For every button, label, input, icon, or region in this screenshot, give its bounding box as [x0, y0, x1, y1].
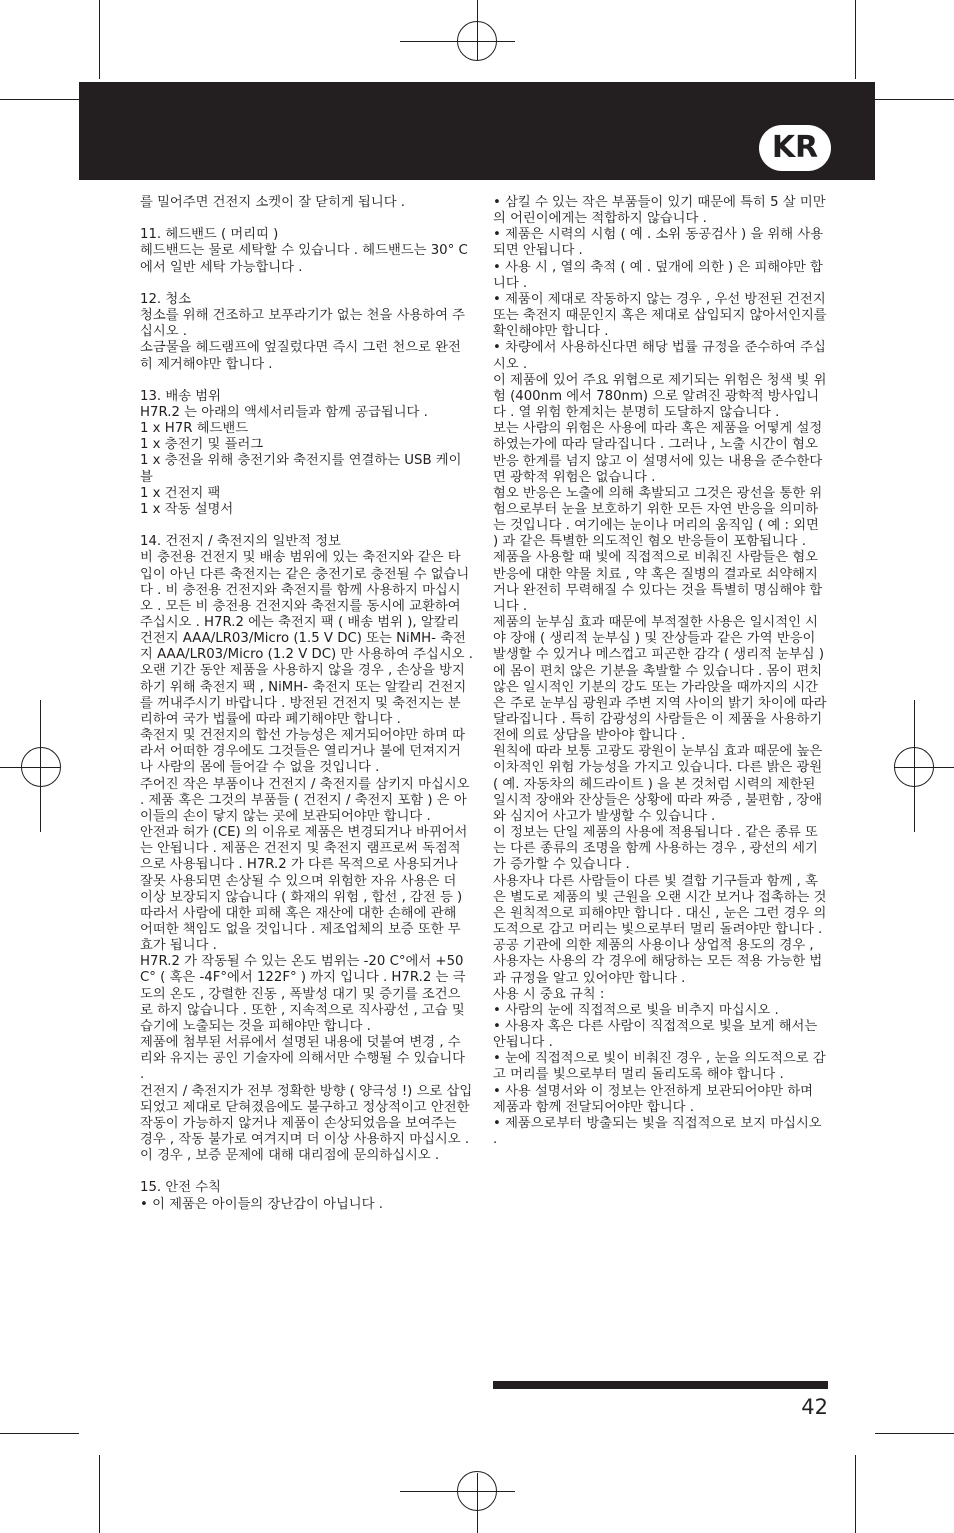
paragraph: 주어진 작은 부품이나 건전지 / 축전지를 삼키지 마십시오 . 제품 혹은 그것의 부품들 ( 건전지 / 축전지 포함 ) 은 아이들의 손이 닿지 않는 곳에 보관되어야만 합니다 . [140, 776, 470, 824]
footer-bar [493, 1381, 828, 1389]
paragraph: • 이 제품은 아이들의 장난감이 아닙니다 . [140, 1196, 383, 1212]
page-number: 42 [801, 1395, 828, 1419]
crop-mark-top-left-v [99, 0, 100, 79]
paragraph: H7R.2 가 작동될 수 있는 온도 범위는 -20 C°에서 +50 C° ( 혹은 -4F°에서 122F° ) 까지 입니다 . H7R.2 는 극도의 온도 , 강렬한 진동 , 폭발성 대기 및 증기를 조건으로 하지 않습니다 . 또한 , 지속적으로 직사광선 , 고습 및 습기에 노출되는 것을 피해야만 합니다 . [140, 954, 466, 1034]
paragraph: • 눈에 직접적으로 빛이 비춰진 경우 , 눈을 의도적으로 감고 머리를 빛으로부터 멀리 돌리도록 해야 합니다 . [493, 1051, 826, 1083]
crop-mark-top-right-v [855, 0, 856, 79]
left-text-column [140, 195, 473, 1213]
paragraph [140, 276, 473, 292]
crop-mark-top-right-h [875, 99, 954, 100]
paragraph: 제품의 눈부심 효과 때문에 부적절한 사용은 일시적인 시야 장애 ( 생리적 눈부심 ) 및 잔상들과 같은 가역 반응이 발생할 수 있거나 메스껍고 피곤한 감각 ( 생리적 눈부심 ) 에 몸이 편치 않은 기분을 촉발할 수 있습니다 . 몸이 편치 않은 일시적인 기분의 강도 또는 가라앉을 때까지의 시간은 주로 눈부심 광원과 주변 지역 사이의 밝기 차이에 따라 달라집니다 . 특히 감광성의 사람들은 이 제품을 사용하기 전에 의료 상담을 받아야 합니다 . [493, 615, 827, 744]
paragraph: 11. 헤드밴드 ( 머리띠 ) [140, 227, 279, 243]
crop-mark-top-left-h [0, 99, 79, 100]
paragraph: 1 x H7R 헤드밴드 [140, 421, 249, 437]
paragraph: 13. 배송 범위 [140, 388, 221, 404]
paragraph: 안전과 허가 (CE) 의 이유로 제품은 변경되거나 바뀌어서는 안됩니다 . 제품은 건전지 및 축전지 램프로써 독점적으로 사용됩니다 . H7R.2 가 다른 목적으로 사용되거나 잘못 사용되면 손상될 수 있으며 위험한 자유 사용은 더 이상 보장되지 않습니다 ( 화재의 위험 , 합선 , 감전 등 ) 따라서 사람에 대한 피해 혹은 재산에 대한 손해에 관해 어떠한 책임도 없을 것입니다 . 제조업체의 보증 또한 무효가 됩니다 . [140, 825, 468, 954]
paragraph [140, 1164, 473, 1180]
paragraph: • 제품은 시력의 시험 ( 예 . 소위 동공검사 ) 을 위해 사용되면 안됩니다 . [493, 227, 824, 259]
paragraph: 헤드밴드는 물로 세탁할 수 있습니다 . 헤드밴드는 30° C 에서 일반 세탁 가능합니다 . [140, 243, 468, 275]
paragraph: 건전지 / 축전지가 전부 정확한 방향 ( 양극성 !) 으로 삽입되었고 제대로 닫혀졌음에도 불구하고 정상적이고 안전한 작동이 가능하지 않거나 제품이 손상되었음을 보여주는 경우 , 작동 불가로 여겨지며 더 이상 사용하지 마십시오 . 이 경우 , 보증 문제에 대해 대리점에 문의하십시오 . [140, 1083, 473, 1164]
paragraph [140, 518, 473, 534]
paragraph: H7R.2 는 아래의 액세서리들과 함께 공급됩니다 . [140, 404, 428, 420]
paragraph: 제품에 첨부된 서류에서 설명된 내용에 덧붙여 변경 , 수리와 유지는 공인 기술자에 의해서만 수행될 수 있습니다 . [140, 1035, 466, 1083]
paragraph: 비 충전용 건전지 및 배송 범위에 있는 축전지와 같은 타입이 아닌 다른 축전지는 같은 충전기로 충전될 수 없습니다 . 비 충전용 건전지와 축전지를 함께 사용하지 마십시오 . 모든 비 충전용 건전지와 축전지를 동시에 교환하여 주십시오 . H7R.2 에는 축전지 팩 ( 배송 범위 ), 알칼리 건전지 AAA/LR03/Micro (1.5 V DC) 또는 NiMH- 축전지 AAA/LR03/Micro (1.2 V DC) 만 사용하여 주십시오 . [140, 550, 473, 663]
paragraph: 이 정보는 단일 제품의 사용에 적용됩니다 . 같은 종류 또는 다른 종류의 조명을 함께 사용하는 경우 , 광선의 세기가 증가할 수 있습니다 . [493, 825, 818, 873]
paragraph: 사용자나 다른 사람들이 다른 빛 결합 기구들과 함께 , 혹은 별도로 제품의 빛 근원을 오랜 시간 보거나 접촉하는 것은 원칙적으로 피해야만 합니다 . 대신 , 눈은 그런 경우 의도적으로 감고 머리는 빛으로부터 멀리 돌려야만 합니다 . [493, 873, 827, 938]
paragraph: 1 x 건전지 팩 [140, 485, 221, 501]
paragraph: • 차량에서 사용하신다면 해당 법률 규정을 준수하여 주십시오 . [493, 340, 826, 372]
paragraph: 12. 청소 [140, 291, 192, 307]
paragraph [140, 211, 473, 227]
paragraph: 이 제품에 있어 주요 위협으로 제기되는 위험은 청색 빛 위험 (400nm 에서 780nm) 으로 알려진 광학적 방사입니다 . 열 위험 한계치는 분명히 도달하지 않습니다 . [493, 372, 827, 421]
paragraph [140, 373, 473, 389]
paragraph: • 제품으로부터 방출되는 빛을 직접적으로 보지 마십시오 . [493, 1115, 822, 1148]
paragraph: • 사용자 혹은 다른 사람이 직접적으로 빛을 보게 해서는 안됩니다 . [493, 1018, 818, 1051]
paragraph: 1 x 작동 설명서 [140, 501, 234, 517]
paragraph: 오랜 기간 동안 제품을 사용하지 않을 경우 , 손상을 방지하기 위해 축전지 팩 , NiMH- 축전지 또는 알칼리 건전지를 꺼내주시기 바랍니다 . 방전된 건전지 및 축전지는 분리하여 국가 법률에 따라 폐기해야만 합니다 . [140, 663, 467, 727]
paragraph: 를 밀어주면 건전지 소켓이 잘 닫히게 됩니다 . [140, 195, 406, 210]
paragraph: 원칙에 따라 보통 고광도 광원이 눈부심 효과 때문에 높은 이차적인 위험 가능성을 가지고 있습니다. 다른 밝은 광원 ( 예. 자동차의 헤드라이트 ) 을 본 것처럼 시력의 제한된 일시적 장애와 잔상들은 상황에 따라 짜증 , 불편함 , 장애와 심지어 사고가 발생할 수 있습니다 . [493, 744, 823, 824]
crop-mark-bottom-left-h [0, 1433, 79, 1434]
paragraph: 소금물을 헤드램프에 엎질렀다면 즉시 그런 천으로 완전히 제거해야만 합니다 . [140, 340, 461, 372]
header-band [79, 82, 875, 180]
paragraph: 1 x 충전기 및 플러그 [140, 437, 264, 453]
paragraph: 혐오 반응은 노출에 의해 촉발되고 그것은 광선을 통한 위험으로부터 눈을 보호하기 위한 모든 자연 반응을 의미하는 것입니다 . 여기에는 눈이나 머리의 움직임 ( 예 : 외면 ) 과 같은 특별한 의도적인 혐오 반응들이 포함됩니다 . [493, 485, 823, 550]
paragraph: • 사용 시 , 열의 축적 ( 예 . 덮개에 의한 ) 은 피해야만 합니다 . [493, 259, 823, 291]
paragraph: 사용 시 중요 규칙 : [493, 986, 605, 1002]
paragraph: • 사용 설명서와 이 정보는 안전하게 보관되어야만 하며 제품과 함께 전달되어야만 합니다 . [493, 1083, 814, 1115]
crop-mark-bottom-right-v [855, 1455, 856, 1533]
paragraph: 축전지 및 건전지의 합선 가능성은 제거되어야만 하며 따라서 어떠한 경우에도 그것들은 열리거나 불에 던져지거나 사람의 몸에 들어갈 수 없을 것입니다 . [140, 728, 466, 776]
paragraph: • 사람의 눈에 직접적으로 빛을 비추지 마십시오 . [493, 1002, 779, 1018]
paragraph: • 제품이 제대로 작동하지 않는 경우 , 우선 방전된 건전지 또는 축전지 때문인지 혹은 제대로 삽입되지 않아서인지를 확인해야만 합니다 . [493, 291, 827, 340]
paragraph: • 삼킬 수 있는 작은 부품들이 있기 때문에 특히 5 살 미만의 어린이에게는 적합하지 않습니다 . [493, 195, 826, 227]
paragraph: 15. 안전 수칙 [140, 1180, 221, 1196]
paragraph: 보는 사람의 위험은 사용에 따라 혹은 제품을 어떻게 설정하였는가에 따라 달라집니다 . 그러나 , 노출 시간이 혐오 반응 한계를 넘지 않고 이 설명서에 있는 내용을 준수한다면 광학적 위험은 없습니다 . [493, 421, 823, 485]
paragraph: 청소를 위해 건조하고 보푸라기가 없는 천을 사용하여 주십시오 . [140, 308, 466, 340]
paragraph: 제품을 사용할 때 빛에 직접적으로 비춰진 사람들은 혐오 반응에 대한 약물 치료 , 약 혹은 질병의 결과로 쇠약해지거나 완전히 무력해질 수 있다는 것을 특별히 명심해야 합니다 . [493, 550, 823, 614]
paragraph: 1 x 충전을 위해 충전기와 축전지를 연결하는 USB 케이블 [140, 453, 462, 485]
right-text-column [493, 195, 827, 1148]
paragraph: 14. 건전지 / 축전지의 일반적 정보 [140, 534, 341, 550]
paragraph: 공공 기관에 의한 제품의 사용이나 상업적 용도의 경우 , 사용자는 사용의 각 경우에 해당하는 모든 적용 가능한 법과 규정을 알고 있어야만 합니다 . [493, 938, 823, 986]
crop-mark-bottom-left-v [99, 1455, 100, 1533]
language-badge: KR [759, 125, 831, 171]
crop-mark-bottom-right-h [875, 1433, 954, 1434]
